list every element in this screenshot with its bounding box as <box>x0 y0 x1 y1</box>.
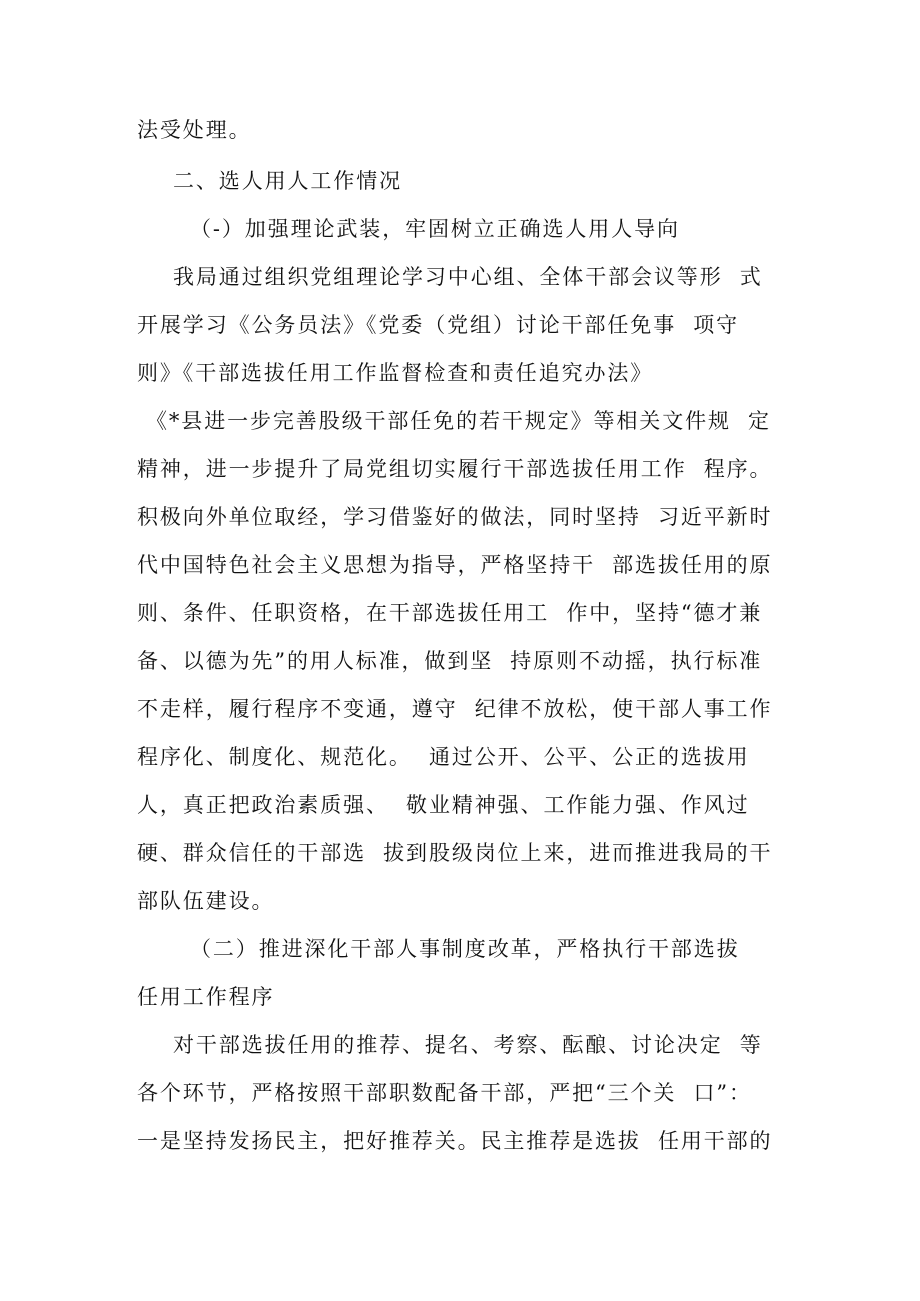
text-line: 开展学习《公务员法》《党委（党组）讨论干部任免事 项守 <box>137 313 740 337</box>
text-line: 我局通过组织党组理论学习中心组、全体干部会议等形 式 <box>173 265 763 289</box>
text-line: 则》《干部选拔任用工作监督检查和责任追究办法》 <box>137 361 654 385</box>
text-line: 则、条件、任职资格，在干部选拔任用工 作中，坚持“德才兼 <box>137 601 763 625</box>
text-line: 硬、群众信任的干部选 拔到股级岗位上来，进而推进我局的干 <box>137 841 773 865</box>
text-line: 对干部选拔任用的推荐、提名、考察、酝酿、讨论决定 等 <box>173 1033 763 1057</box>
text-line: 代中国特色社会主义思想为指导，严格坚持干 部选拔任用的原 <box>137 553 773 577</box>
text-line: 各个环节，严格按照干部职数配备干部，严把“三个关 口”： <box>137 1081 752 1105</box>
subsection-heading: （二）推进深化干部人事制度改革，严格执行干部选拔 <box>190 937 740 961</box>
text-line: 不走样，履行程序不变通，遵守 纪律不放松，使干部人事工作 <box>137 697 773 721</box>
text-line: 人，真正把政治素质强、 敬业精神强、工作能力强、作风过 <box>137 793 750 817</box>
text-line: 《*县进一步完善股级干部任免的若干规定》等相关文件规 定 <box>146 409 771 433</box>
text-line: 法受处理。 <box>137 118 252 142</box>
text-line: 程序化、制度化、规范化。 通过公开、公平、公正的选拔用 <box>137 745 750 769</box>
subsection-heading: （-）加强理论武装，牢固树立正确选人用人导向 <box>190 217 680 241</box>
section-heading: 二、选人用人工作情况 <box>173 169 402 193</box>
text-line: 部队伍建设。 <box>137 889 275 913</box>
text-line: 一是坚持发扬民主，把好推荐关。民主推荐是选拔 任用干部的 <box>137 1129 773 1153</box>
text-line: 备、以德为先”的用人标准，做到坚 持原则不动摇，执行标准 <box>137 649 763 673</box>
subsection-heading-continued: 任用工作程序 <box>137 985 275 1009</box>
text-line: 积极向外单位取经，学习借鉴好的做法，同时坚持 习近平新时 <box>137 505 773 529</box>
text-line: 精神，进一步提升了局党组切实履行干部选拔任用工作 程序。 <box>137 457 773 481</box>
